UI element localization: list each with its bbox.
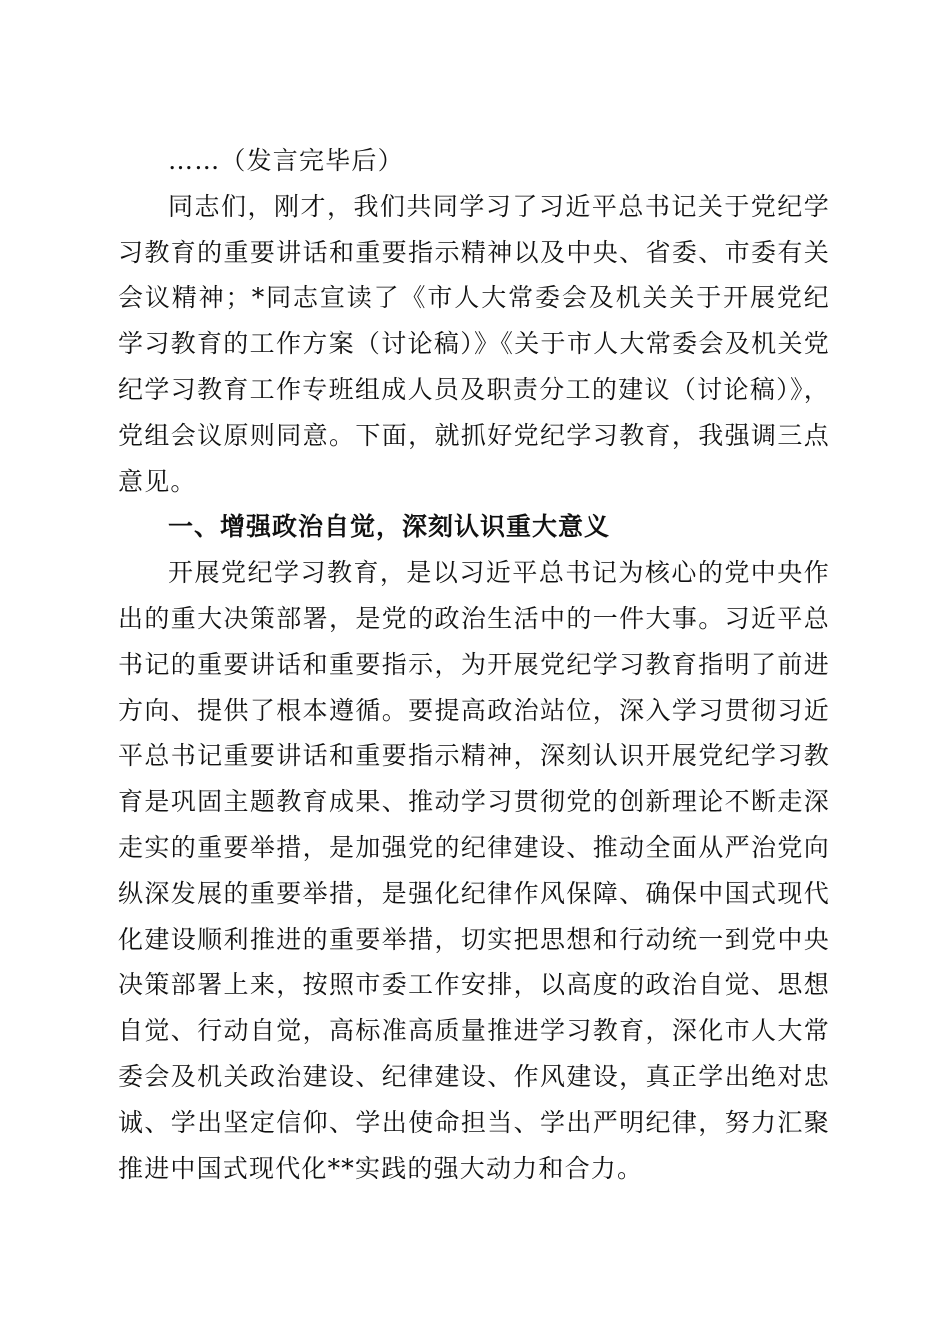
opening-paragraph: 同志们，刚才，我们共同学习了习近平总书记关于党纪学习教育的重要讲话和重要指示精神以及中央、省委、市委有关会议精神；*同志宣读了《市人大常委会及机关关于开展党纪学习教育的工作方案（讨论稿）》《关于市人大常委会及机关党纪学习教育工作专班组成人员及职责分工的建议（讨论稿）》，党组会议原则同意。下面，就抓好党纪学习教育，我强调三点意见。 (118, 191, 830, 496)
speech-end-note: ……（发言完毕后） (168, 146, 404, 175)
document-page (118, 138, 830, 1191)
section-1-paragraph: 开展党纪学习教育，是以习近平总书记为核心的党中央作出的重大决策部署，是党的政治生活中的一件大事。习近平总书记的重要讲话和重要指示，为开展党纪学习教育指明了前进方向、提供了根本遵循。要提高政治站位，深入学习贯彻习近平总书记重要讲话和重要指示精神，深刻认识开展党纪学习教育是巩固主题教育成果、推动学习贯彻党的创新理论不断走深走实的重要举措，是加强党的纪律建设、推动全面从严治党向纵深发展的重要举措，是强化纪律作风保障、确保中国式现代化建设顺利推进的重要举措，切实把思想和行动统一到党中央决策部署上来，按照市委工作安排，以高度的政治自觉、思想自觉、行动自觉，高标准高质量推进学习教育，深化市人大常委会及机关政治建设、纪律建设、作风建设，真正学出绝对忠诚、学出坚定信仰、学出使命担当、学出严明纪律，努力汇聚推进中国式现代化**实践的强大动力和合力。 (118, 558, 830, 1183)
section-heading-1: 一、增强政治自觉，深刻认识重大意义 (168, 512, 611, 542)
